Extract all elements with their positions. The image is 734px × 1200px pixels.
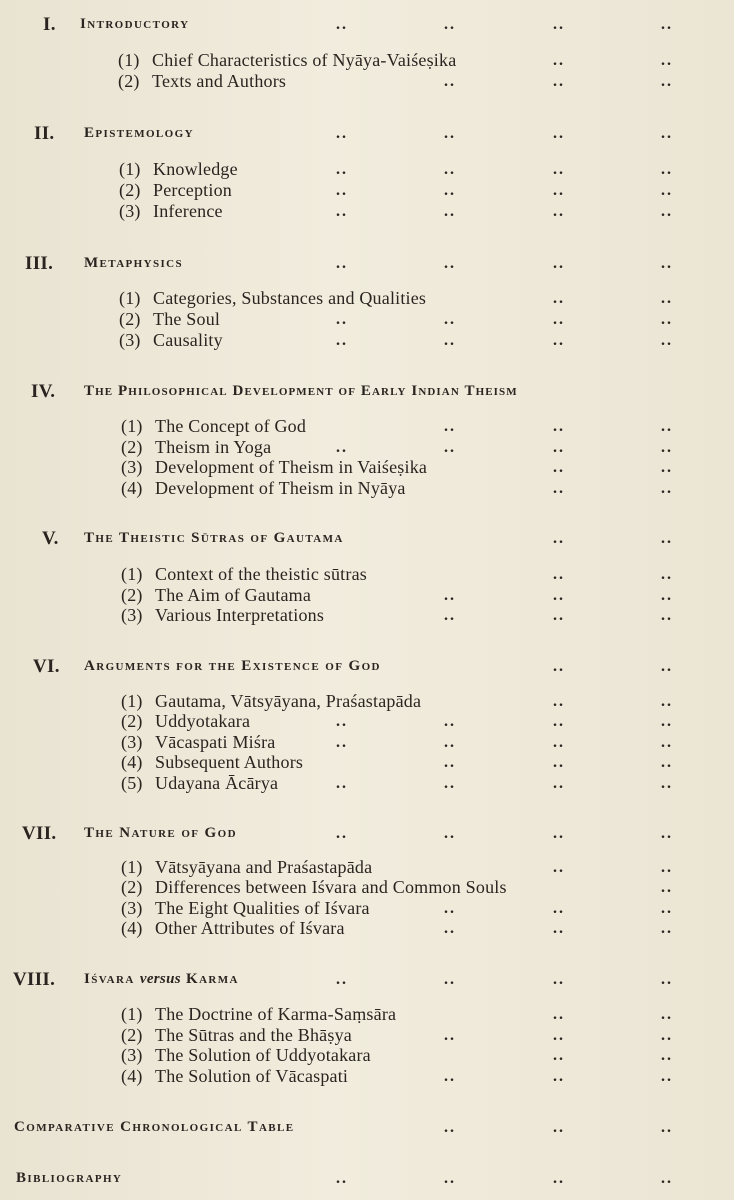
leader-dots: [661, 1170, 673, 1188]
leader-dots: [553, 439, 565, 457]
leader-dots: [336, 1170, 348, 1188]
leader-dots: [553, 52, 565, 70]
leader-dots: [661, 1047, 673, 1065]
leader-dots: [553, 255, 565, 273]
leader-dots: [661, 775, 673, 793]
section-title: (1) The Concept of God: [121, 416, 307, 436]
leader-dots: [444, 439, 456, 457]
section-title: (1) Gautama, Vātsyāyana, Praśastapāda: [121, 691, 422, 711]
leader-dots: [336, 16, 348, 34]
chapter-title: Introductory: [80, 16, 190, 32]
section-entry: [0, 918, 734, 942]
leader-dots: [553, 290, 565, 308]
leader-dots: [661, 693, 673, 711]
chapter-heading: [0, 528, 734, 552]
section-title: (2) The Soul: [119, 309, 221, 329]
chapter-title: Metaphysics: [84, 255, 184, 271]
section-title: (5) Udayana Ācārya: [121, 773, 279, 793]
leader-dots: [553, 693, 565, 711]
leader-dots: [553, 1068, 565, 1086]
leader-dots: [661, 920, 673, 938]
leader-dots: [553, 859, 565, 877]
chapter-title: Epistemology: [84, 125, 194, 141]
leader-dots: [444, 1068, 456, 1086]
leader-dots: [553, 332, 565, 350]
chapter-title: The Nature of God: [84, 825, 237, 841]
section-title: (4) Development of Theism in Nyāya: [121, 478, 406, 498]
leader-dots: [444, 754, 456, 772]
leader-dots: [661, 52, 673, 70]
section-entry: [0, 773, 734, 797]
leader-dots: [553, 73, 565, 91]
leader-dots: [661, 879, 673, 897]
leader-dots: [661, 125, 673, 143]
leader-dots: [444, 900, 456, 918]
leader-dots: [553, 311, 565, 329]
leader-dots: [553, 125, 565, 143]
leader-dots: [661, 713, 673, 731]
leader-dots: [553, 658, 565, 676]
leader-dots: [661, 530, 673, 548]
section-title: (1) Context of the theistic sūtras: [121, 564, 367, 584]
leader-dots: [444, 607, 456, 625]
leader-dots: [336, 825, 348, 843]
leader-dots: [661, 900, 673, 918]
leader-dots: [661, 971, 673, 989]
leader-dots: [553, 754, 565, 772]
leader-dots: [444, 203, 456, 221]
section-entry: [0, 71, 734, 95]
leader-dots: [444, 1119, 456, 1137]
leader-dots: [336, 182, 348, 200]
chapter-heading: [0, 14, 734, 38]
section-entry: [0, 605, 734, 629]
chronological-table-title: Comparative Chronological Table: [14, 1119, 295, 1135]
leader-dots: [444, 125, 456, 143]
leader-dots: [553, 1047, 565, 1065]
leader-dots: [553, 971, 565, 989]
section-title: (1) The Doctrine of Karma-Saṃsāra: [121, 1004, 397, 1024]
leader-dots: [661, 734, 673, 752]
leader-dots: [661, 182, 673, 200]
leader-dots: [553, 203, 565, 221]
leader-dots: [553, 459, 565, 477]
leader-dots: [336, 161, 348, 179]
section-title: (1) Knowledge: [119, 159, 238, 179]
leader-dots: [661, 1027, 673, 1045]
chapter-title: Iśvara versus Karma: [84, 971, 239, 987]
leader-dots: [553, 480, 565, 498]
leader-dots: [553, 161, 565, 179]
leader-dots: [553, 920, 565, 938]
leader-dots: [444, 255, 456, 273]
leader-dots: [444, 920, 456, 938]
leader-dots: [661, 16, 673, 34]
leader-dots: [444, 587, 456, 605]
chapter-title: Arguments for the Existence of God: [84, 658, 381, 674]
section-entry: [0, 1066, 734, 1090]
leader-dots: [661, 566, 673, 584]
leader-dots: [444, 713, 456, 731]
chapter-heading: [0, 253, 734, 277]
section-title: (4) Subsequent Authors: [121, 752, 304, 772]
leader-dots: [553, 1119, 565, 1137]
chapter-heading: [0, 969, 734, 993]
section-title: (2) The Aim of Gautama: [121, 585, 312, 605]
section-title: (3) Causality: [119, 330, 223, 350]
section-title: (3) Development of Theism in Vaiśeṣika: [121, 457, 428, 477]
leader-dots: [444, 418, 456, 436]
leader-dots: [336, 439, 348, 457]
leader-dots: [661, 203, 673, 221]
leader-dots: [336, 775, 348, 793]
chapter-numeral: VII.: [22, 823, 57, 844]
leader-dots: [661, 1006, 673, 1024]
section-title: (3) Inference: [119, 201, 223, 221]
leader-dots: [553, 16, 565, 34]
chapter-numeral: II.: [34, 123, 55, 144]
leader-dots: [444, 1170, 456, 1188]
section-title: (3) Vācaspati Miśra: [121, 732, 276, 752]
chapter-numeral: V.: [42, 528, 59, 549]
leader-dots: [553, 587, 565, 605]
leader-dots: [661, 311, 673, 329]
leader-dots: [553, 566, 565, 584]
leader-dots: [553, 1006, 565, 1024]
chapter-heading: [0, 823, 734, 847]
leader-dots: [336, 203, 348, 221]
leader-dots: [553, 775, 565, 793]
leader-dots: [553, 734, 565, 752]
leader-dots: [444, 332, 456, 350]
leader-dots: [444, 161, 456, 179]
leader-dots: [444, 775, 456, 793]
leader-dots: [661, 332, 673, 350]
chapter-numeral: VI.: [33, 656, 60, 677]
chapter-numeral: III.: [25, 253, 54, 274]
leader-dots: [661, 658, 673, 676]
leader-dots: [553, 713, 565, 731]
section-title: (4) The Solution of Vācaspati: [121, 1066, 349, 1086]
leader-dots: [444, 73, 456, 91]
leader-dots: [661, 1068, 673, 1086]
chapter-heading: [0, 381, 734, 405]
leader-dots: [553, 418, 565, 436]
leader-dots: [661, 754, 673, 772]
leader-dots: [336, 332, 348, 350]
leader-dots: [336, 971, 348, 989]
leader-dots: [444, 734, 456, 752]
section-entry: [0, 330, 734, 354]
leader-dots: [336, 734, 348, 752]
leader-dots: [553, 1170, 565, 1188]
leader-dots: [661, 161, 673, 179]
section-title: (1) Vātsyāyana and Praśastapāda: [121, 857, 373, 877]
section-title: (2) Differences between Iśvara and Common Souls: [121, 877, 507, 897]
section-title: (3) Various Interpretations: [121, 605, 325, 625]
chapter-heading: [0, 123, 734, 147]
leader-dots: [553, 182, 565, 200]
leader-dots: [444, 971, 456, 989]
leader-dots: [661, 418, 673, 436]
leader-dots: [444, 182, 456, 200]
chapter-title: The Theistic Sūtras of Gautama: [84, 530, 344, 546]
back-matter-heading: [0, 1117, 734, 1141]
leader-dots: [336, 311, 348, 329]
section-title: (2) The Sūtras and the Bhāṣya: [121, 1025, 352, 1045]
section-title: (3) The Solution of Uddyotakara: [121, 1045, 371, 1065]
chapter-numeral: IV.: [31, 381, 56, 402]
leader-dots: [661, 825, 673, 843]
leader-dots: [661, 459, 673, 477]
leader-dots: [661, 859, 673, 877]
section-title: (1) Categories, Substances and Qualities: [119, 288, 427, 308]
leader-dots: [661, 73, 673, 91]
section-title: (2) Theism in Yoga: [121, 437, 272, 457]
leader-dots: [553, 900, 565, 918]
chapter-heading: [0, 656, 734, 680]
chapter-numeral: I.: [43, 14, 56, 35]
section-title: (3) The Eight Qualities of Iśvara: [121, 898, 370, 918]
section-title: (1) Chief Characteristics of Nyāya-Vaiśeṣika: [118, 50, 457, 70]
chapter-numeral: VIII.: [13, 969, 56, 990]
leader-dots: [661, 439, 673, 457]
leader-dots: [336, 255, 348, 273]
bibliography-title: Bibliography: [16, 1170, 123, 1186]
leader-dots: [444, 16, 456, 34]
leader-dots: [661, 480, 673, 498]
leader-dots: [661, 587, 673, 605]
section-title: (2) Perception: [119, 180, 232, 200]
leader-dots: [336, 125, 348, 143]
leader-dots: [336, 713, 348, 731]
leader-dots: [553, 1027, 565, 1045]
leader-dots: [553, 607, 565, 625]
leader-dots: [661, 607, 673, 625]
back-matter-heading: [0, 1168, 734, 1192]
section-title: (2) Uddyotakara: [121, 711, 251, 731]
leader-dots: [661, 1119, 673, 1137]
leader-dots: [444, 311, 456, 329]
leader-dots: [661, 290, 673, 308]
section-title: (2) Texts and Authors: [118, 71, 287, 91]
chapter-title: The Philosophical Development of Early Indian Theism: [84, 383, 518, 399]
section-entry: [0, 201, 734, 225]
leader-dots: [444, 1027, 456, 1045]
leader-dots: [661, 255, 673, 273]
leader-dots: [553, 530, 565, 548]
section-title: (4) Other Attributes of Iśvara: [121, 918, 345, 938]
section-entry: [0, 478, 734, 502]
leader-dots: [553, 825, 565, 843]
leader-dots: [444, 825, 456, 843]
